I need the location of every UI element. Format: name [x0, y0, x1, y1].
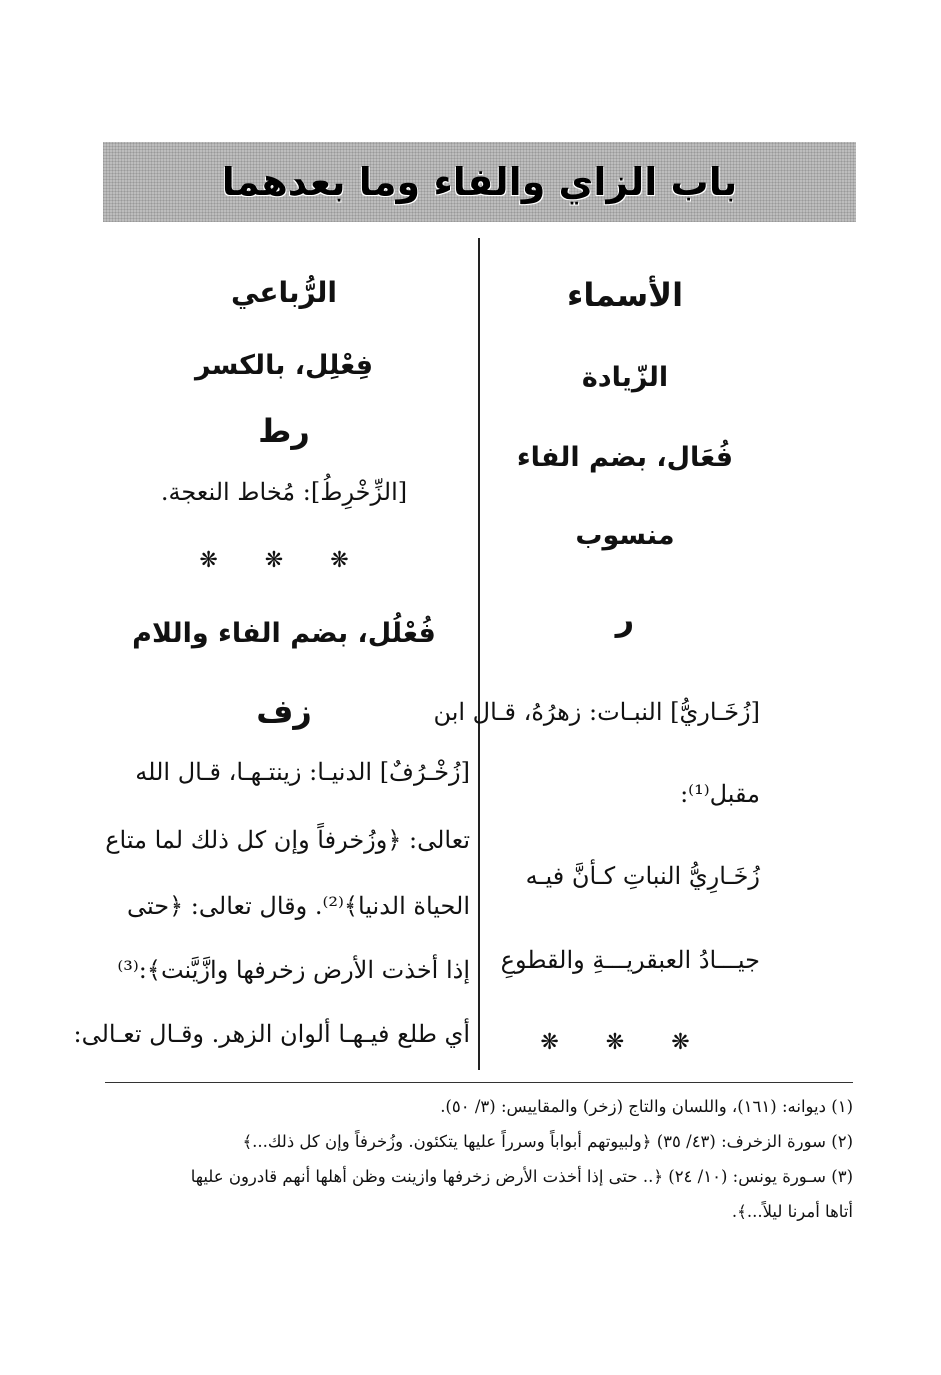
entry-line: أي طلع فيـهـا ألوان الزهر. وقـال تعـالى: [73, 1020, 470, 1048]
verse-line: زُخَـارِيُّ النباتِ كـأنَّ فيـه [525, 862, 760, 890]
column-divider [478, 238, 480, 1070]
pattern-heading: فِعْلِل، بالكسر [194, 350, 374, 381]
chapter-title: باب الزاي والفاء وما بعدهما [221, 160, 738, 204]
footnote-continuation: أتاها أمرنا ليلاً...﴾. [731, 1202, 853, 1221]
entry-line: [زُخَـاريُّ] النبـات: زهرُهُ، قـال ابن [433, 698, 760, 726]
footnote: (٣) سـورة يونس: (١٠/ ٢٤) ﴿.. حتى إذا أخذت الأرض زخرفها وازينت وظن أهلها أنهم قادرون عليها [190, 1167, 853, 1186]
entry-line: [زُخْـرُفٌ] الدنيـا: زينتـهـا، قـال الله [135, 758, 470, 786]
entry-line: إذا أخذت الأرض زخرفها وازَّيَّنت﴾:⁽³⁾ [117, 956, 470, 984]
chapter-banner [103, 142, 856, 222]
footnote: (٢) سورة الزخرف: (٤٣/ ٣٥) ﴿ولبيوتهم أبواباً وسرراً عليها يتكئون. وزُخرفاً وإن كل ذلك...﴾ [242, 1132, 853, 1151]
root-heading: رط [258, 412, 310, 450]
footnote: (١) ديوانه: (١٦١)، واللسان والتاج (زخر) والمقاييس: (٣/ ٥٠). [440, 1097, 853, 1116]
pattern-heading: فُعَال، بضم الفاء [516, 442, 734, 473]
section-heading: الأسماء [566, 276, 684, 314]
entry-line: الحياة الدنيا﴾⁽²⁾. وقال تعالى: ﴿حتى [127, 892, 470, 920]
subsection-heading: الزّيادة [581, 362, 669, 393]
entry-line: تعالى: ﴿وزُخرفاً وإن كل ذلك لما متاع [105, 826, 470, 854]
footnotes [105, 1082, 853, 1229]
entry-line: مقبل⁽¹⁾: [680, 780, 760, 808]
pattern-heading: فُعْلُل، بضم الفاء واللام [132, 618, 436, 649]
root-heading: ر [615, 600, 635, 638]
verse-line: جيـــادُ العبقريـــةِ والقطوعِ [500, 946, 760, 974]
type-heading: منسوب [575, 520, 675, 551]
section-heading: الرُّباعي [230, 276, 337, 309]
section-separator: ❋ ❋ ❋ [199, 548, 369, 573]
entry-line: [الزِّخْرِطُ]: مُخاط النعجة. [160, 478, 408, 506]
section-separator: ❋ ❋ ❋ [540, 1030, 710, 1055]
root-heading: زف [256, 692, 312, 730]
